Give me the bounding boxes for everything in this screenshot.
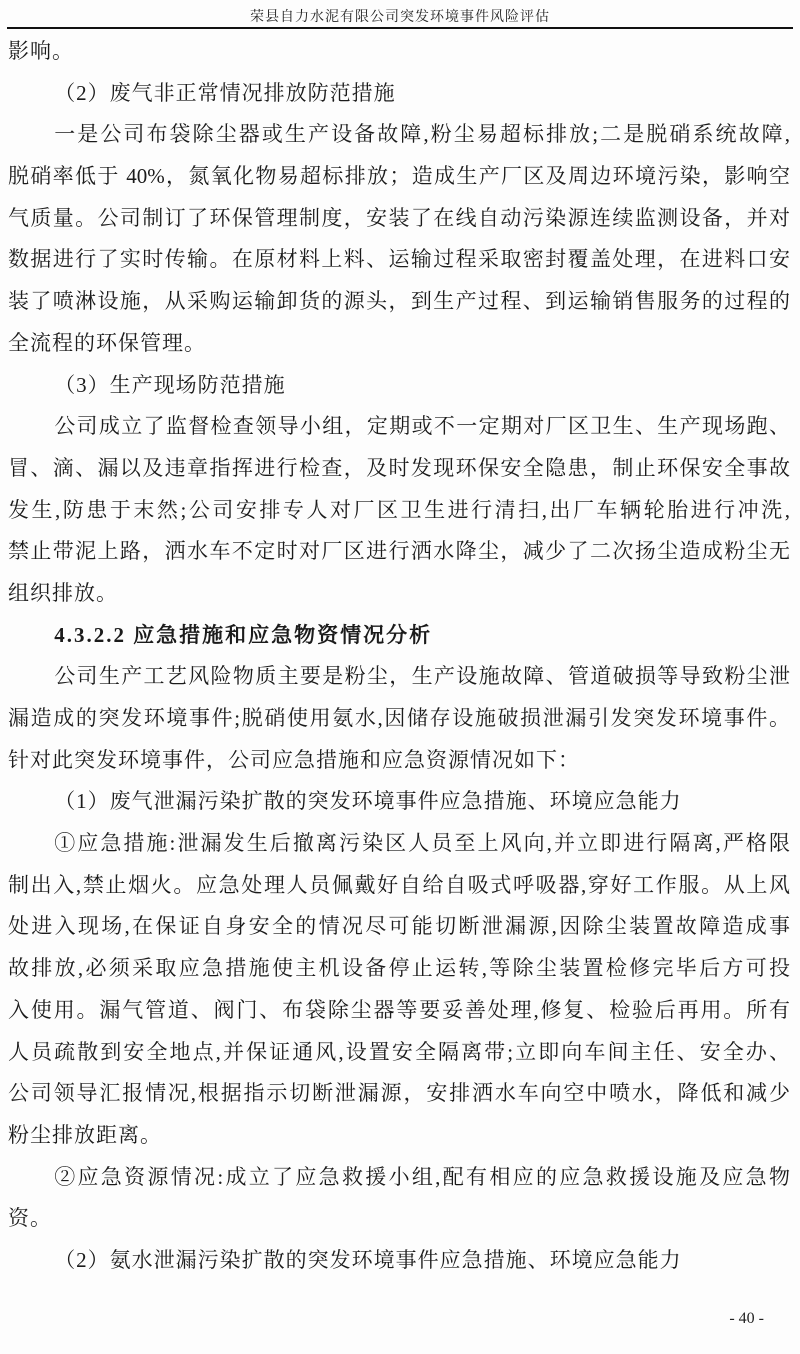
document-body — [8, 31, 790, 1282]
body-line: 资。 — [8, 1206, 52, 1231]
page-number: - 40 - — [729, 1310, 764, 1327]
body-line: ①应急措施:泄漏发生后撤离污染区人员至上风向,并立即进行隔离,严格限 — [54, 831, 790, 856]
page-header-title: 荣县自力水泥有限公司突发环境事件风险评估 — [250, 10, 550, 25]
item-1-heading: （1）废气泄漏污染扩散的突发环境事件应急措施、环境应急能力 — [54, 789, 682, 814]
body-line: 公司成立了监督检查领导小组，定期或不一定期对厂区卫生、生产现场跑、 — [54, 414, 790, 439]
body-line: 漏造成的突发环境事件;脱硝使用氨水,因储存设施破损泄漏引发突发环境事件。 — [8, 706, 790, 730]
body-line: 入使用。漏气管道、阀门、布袋除尘器等要妥善处理,修复、检验后再用。所有 — [8, 997, 790, 1022]
body-line: ②应急资源情况:成立了应急救援小组,配有相应的应急救援设施及应急物 — [54, 1164, 790, 1189]
body-line: 组织排放。 — [8, 580, 118, 605]
body-line: 脱硝率低于 40%，氮氧化物易超标排放；造成生产厂区及周边环境污染，影响空 — [8, 164, 790, 189]
header-divider — [7, 27, 793, 29]
body-line: 一是公司布袋除尘器或生产设备故障,粉尘易超标排放;二是脱硝系统故障, — [54, 122, 790, 147]
body-line: 故排放,必须采取应急措施使主机设备停止运转,等除尘装置检修完毕后方可投 — [8, 956, 790, 981]
body-line: 数据进行了实时传输。在原材料上料、运输过程采取密封覆盖处理，在进料口安 — [8, 247, 790, 272]
subsection-3-heading: （3）生产现场防范措施 — [54, 372, 286, 397]
body-line: 全流程的环保管理。 — [8, 330, 206, 355]
body-line: 冒、滴、漏以及违章指挥进行检查，及时发现环保安全隐患，制止环保安全事故 — [8, 455, 790, 480]
item-2-heading: （2）氨水泄漏污染扩散的突发环境事件应急措施、环境应急能力 — [54, 1247, 682, 1272]
body-line: 气质量。公司制订了环保管理制度，安装了在线自动污染源连续监测设备，并对 — [8, 205, 790, 230]
body-line: 粉尘排放距离。 — [8, 1122, 162, 1147]
body-line: 制出入,禁止烟火。应急处理人员佩戴好自给自吸式呼吸器,穿好工作服。从上风 — [8, 872, 790, 897]
body-line: 发生,防患于末然;公司安排专人对厂区卫生进行清扫,出厂车辆轮胎进行冲洗, — [8, 497, 790, 522]
body-line: 处进入现场,在保证自身安全的情况尽可能切断泄漏源,因除尘装置故障造成事 — [8, 914, 790, 939]
body-line: 针对此突发环境事件，公司应急措施和应急资源情况如下： — [8, 747, 580, 772]
body-line: 影响。 — [8, 39, 74, 63]
body-line: 人员疏散到安全地点,并保证通风,设置安全隔离带;立即向车间主任、安全办、 — [8, 1039, 790, 1064]
body-line: 公司领导汇报情况,根据指示切断泄漏源，安排洒水车向空中喷水，降低和减少 — [8, 1081, 790, 1106]
body-line: 公司生产工艺风险物质主要是粉尘，生产设施故障、管道破损等导致粉尘泄 — [54, 664, 790, 689]
subsection-2-heading: （2）废气非正常情况排放防范措施 — [54, 80, 396, 105]
section-4322-heading: 4.3.2.2 应急措施和应急物资情况分析 — [54, 622, 433, 647]
body-line: 禁止带泥上路，洒水车不定时对厂区进行洒水降尘，减少了二次扬尘造成粉尘无 — [8, 539, 790, 564]
body-line: 装了喷淋设施，从采购运输卸货的源头，到生产过程、到运输销售服务的过程的 — [8, 289, 790, 314]
